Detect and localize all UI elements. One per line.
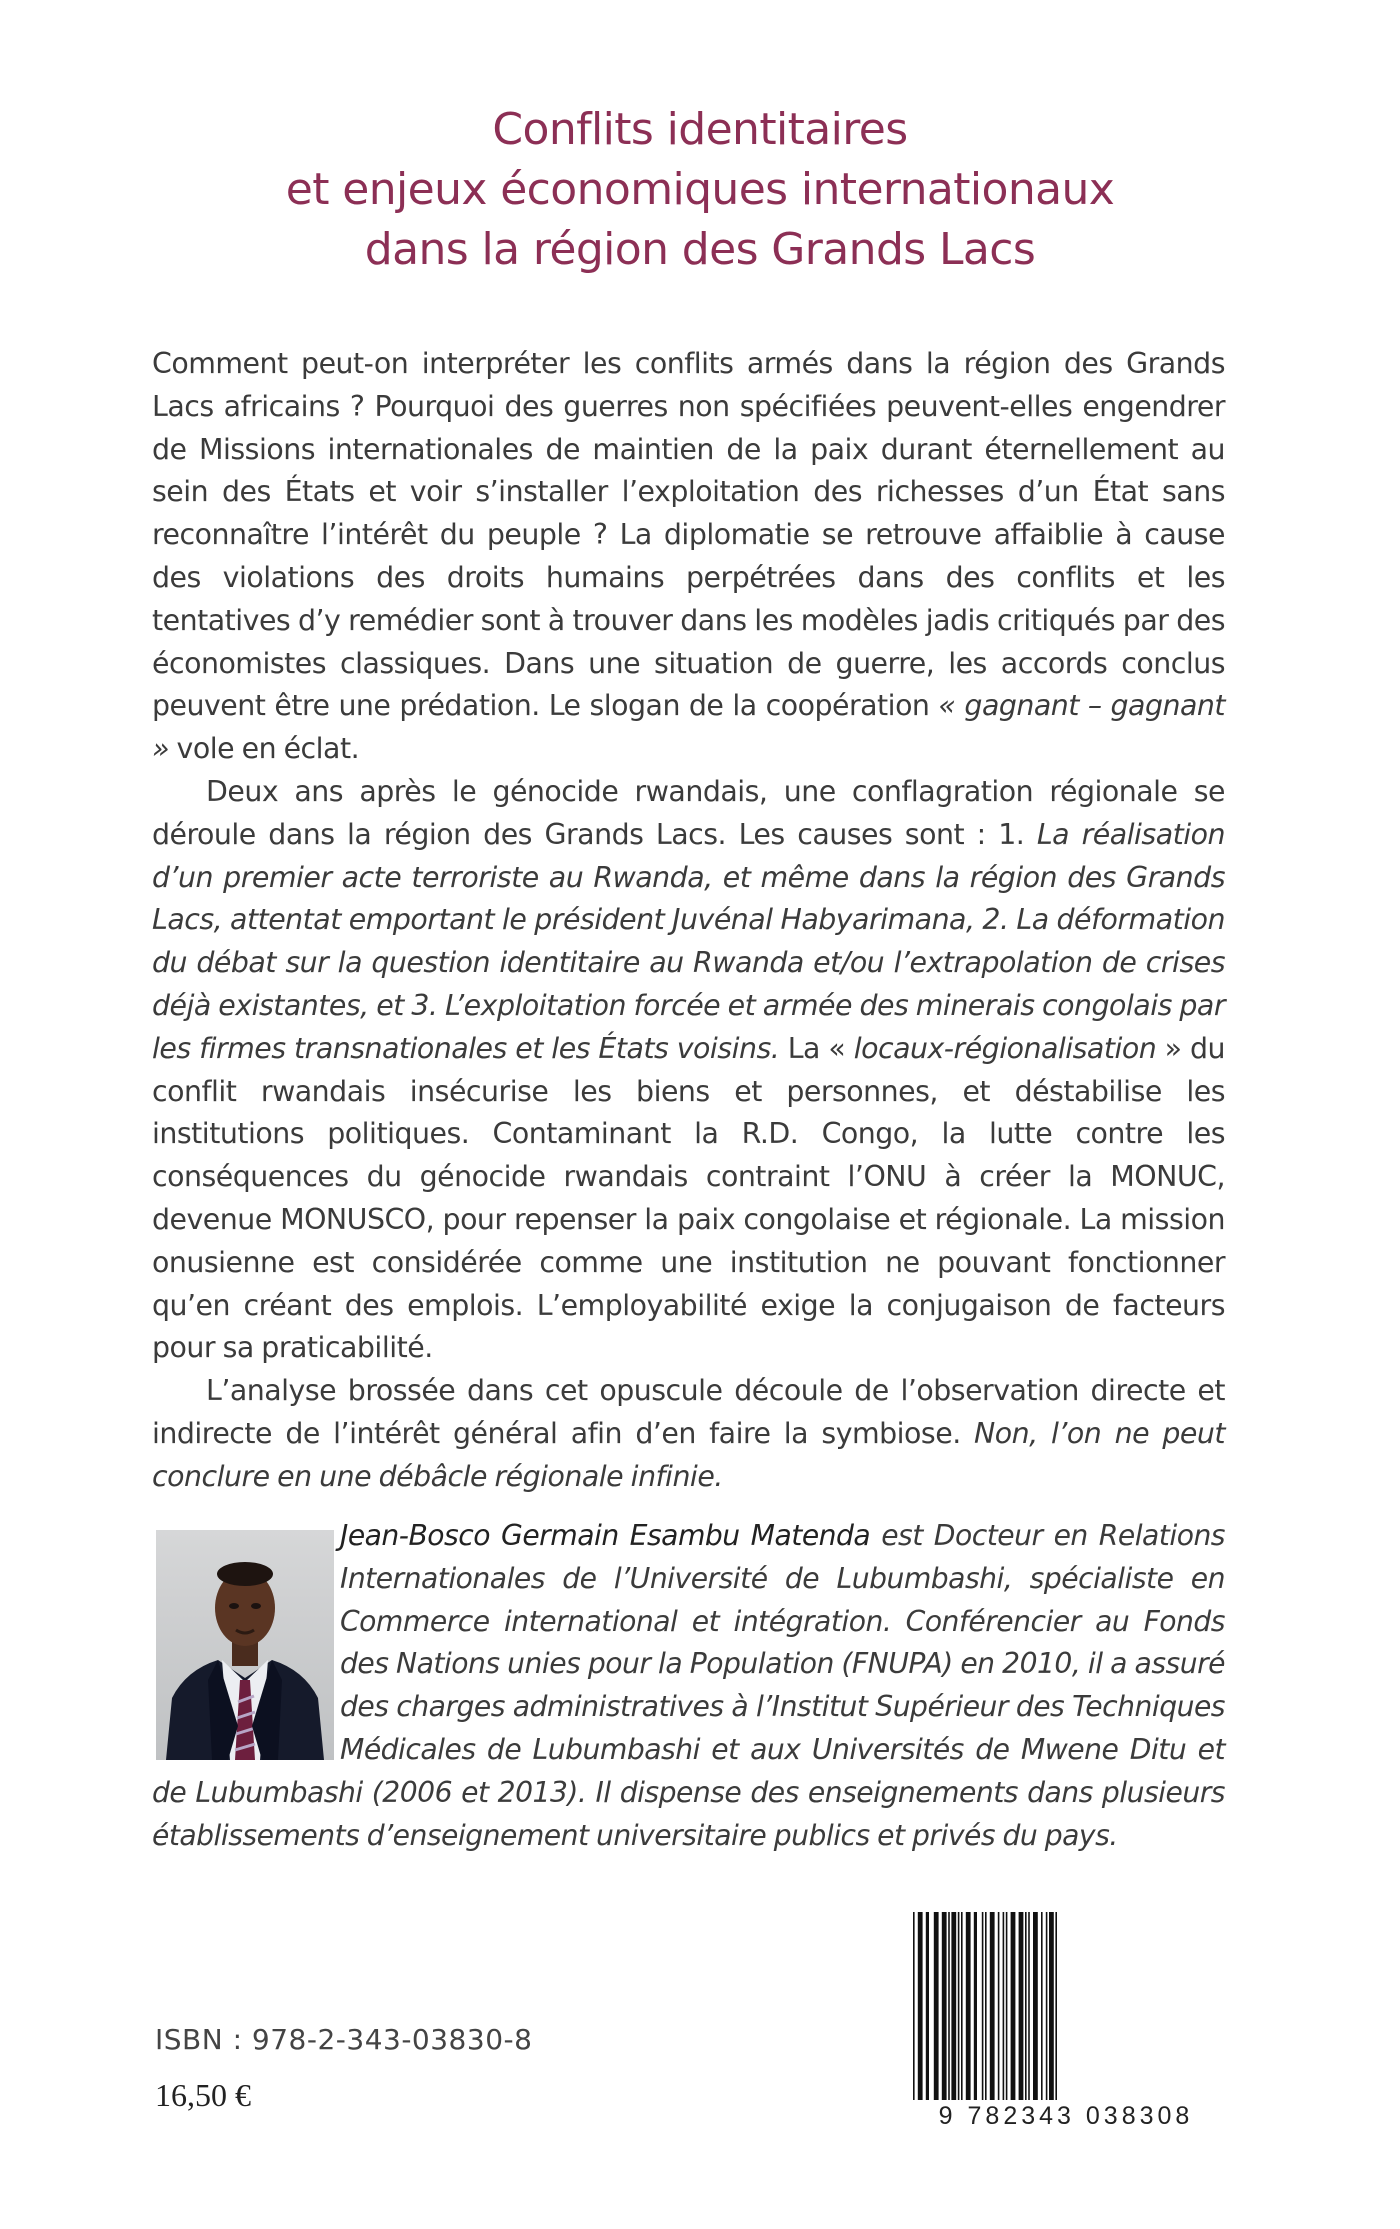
book-title (0, 100, 1400, 280)
summary-paragraph-3-a: L’analyse brossée dans cet opuscule découle de l’observation directe et indirecte de l’intérêt général afin d’en faire la symbiose. (152, 1374, 1225, 1450)
barcode-bar (942, 1912, 947, 2100)
photo-spacer (152, 1515, 340, 1770)
barcode-digits: 9 782343 038308 (906, 2102, 1226, 2131)
barcode-bar (951, 1912, 956, 2100)
barcode-bar (1006, 1912, 1008, 2100)
barcode-bar (948, 1912, 950, 2100)
author-name: Jean-Bosco Germain Esambu Matenda (340, 1519, 871, 1552)
barcode-bar (958, 1912, 960, 2100)
barcode-bar (1011, 1912, 1016, 2100)
author-bio-text: est Docteur en Relations Internationales de l’Université de Lubumbashi, spécialiste en Commerce international et intégration. Conférencier au Fonds des Nations unies pour la Population (FNUPA) en 2010, il a assuré des charges administratives à l’Institut Supérieur des Techniques Médicales de Lubumbashi et aux Universités de Mwene Ditu et de Lubumbashi (2006 et 2013). Il dispense des enseignements dans plusieurs établissements d’enseignement universitaire publics et privés du pays. (152, 1519, 1225, 1852)
summary-paragraph-3 (152, 1370, 1225, 1498)
barcode-bar (1003, 1912, 1005, 2100)
summary-paragraph-1 (152, 343, 1225, 771)
barcode-bar (934, 1912, 939, 2100)
slogan-quote: « gagnant – gagnant » (152, 689, 1225, 766)
barcode-bar (990, 1912, 995, 2100)
barcode-bar (985, 1912, 987, 2100)
barcode (905, 1910, 1225, 2122)
barcode-bar (1055, 1912, 1057, 2100)
summary-conclusion: Non, l’on ne peut conclure en une débâcle régionale infinie. (152, 1416, 1225, 1493)
summary-paragraph-2 (152, 771, 1225, 1370)
barcode-bar (1046, 1912, 1048, 2100)
isbn: ISBN : 978-2-343-03830-8 (155, 2023, 533, 2056)
barcode-bar (998, 1912, 1000, 2100)
barcode-bar (966, 1912, 971, 2100)
barcode-bar (926, 1912, 929, 2100)
barcode-bar (1041, 1912, 1043, 2100)
summary-paragraph-2-a: Deux ans après le génocide rwandais, une conflagration régionale se déroule dans la région des Grands Lacs. Les causes sont : 1. (152, 774, 1225, 851)
summary-paragraph-2-causes: La réalisation d’un premier acte terroriste au Rwanda, et même dans la région des Grands Lacs, attentat emportant le président Juvénal Habyarimana, 2. La déformation du débat sur la question identitaire au Rwanda et/ou l’extrapolation de crises déjà existantes, et 3. L’exploitation forcée et armée des minerais congolais par les firmes transnationales et les États voisins. (152, 817, 1225, 1065)
barcode-bar (1025, 1912, 1027, 2100)
barcode-bar (961, 1912, 963, 2100)
summary-paragraph-1-text: Comment peut-on interpréter les conflits armés dans la région des Grands Lacs africains ? Pourquoi des guerres non spécifiées peuvent-elles engendrer de Missions internationales de maintien de la paix durant éternellement au sein des États et voir s’installer l’exploitation des richesses d’un État sans reconnaître l’intérêt du peuple ? La diplomatie se retrouve affaiblie à cause des violations des droits humains perpétrées dans des conflits et les tentatives d’y remédier sont à trouver dans les modèles jadis critiqués par des économistes classiques. Dans une situation de guerre, les accords conclus peuvent être une prédation. Le slogan de la coopération (152, 347, 1225, 723)
back-cover-summary (152, 343, 1225, 1499)
summary-paragraph-2-e: » du conflit rwandais insécurise les biens et personnes, et déstabilise les institutions politiques. Contaminant la R.D. Congo, la lutte contre les conséquences du génocide rwandais contraint l’ONU à créer la MONUC, devenue MONUSCO, pour repenser la paix congolaise et régionale. La mission onusienne est considérée comme une institution ne pouvant fonctionner qu’en créant des emplois. L’employabilité exige la conjugaison de facteurs pour sa praticabilité. (152, 1031, 1225, 1365)
barcode-bar (1033, 1912, 1038, 2100)
summary-paragraph-1-end: vole en éclat. (169, 732, 360, 766)
author-biography (152, 1515, 1225, 1857)
title-line-3: dans la région des Grands Lacs (364, 224, 1036, 275)
barcode-bar (1049, 1912, 1054, 2100)
price: 16,50 € (155, 2077, 251, 2113)
barcode-bar (913, 1912, 915, 2100)
barcode-bar (982, 1912, 984, 2100)
title-line-2: et enjeux économiques internationaux (285, 164, 1115, 215)
summary-paragraph-2-c: La « (779, 1031, 854, 1065)
summary-paragraph-2-term: locaux-régionalisation (853, 1031, 1157, 1065)
barcode-bar (1019, 1912, 1024, 2100)
barcode-bar (974, 1912, 977, 2100)
barcode-bar (918, 1912, 923, 2100)
title-line-1: Conflits identitaires (492, 104, 908, 155)
barcode-bar (1028, 1912, 1030, 2100)
